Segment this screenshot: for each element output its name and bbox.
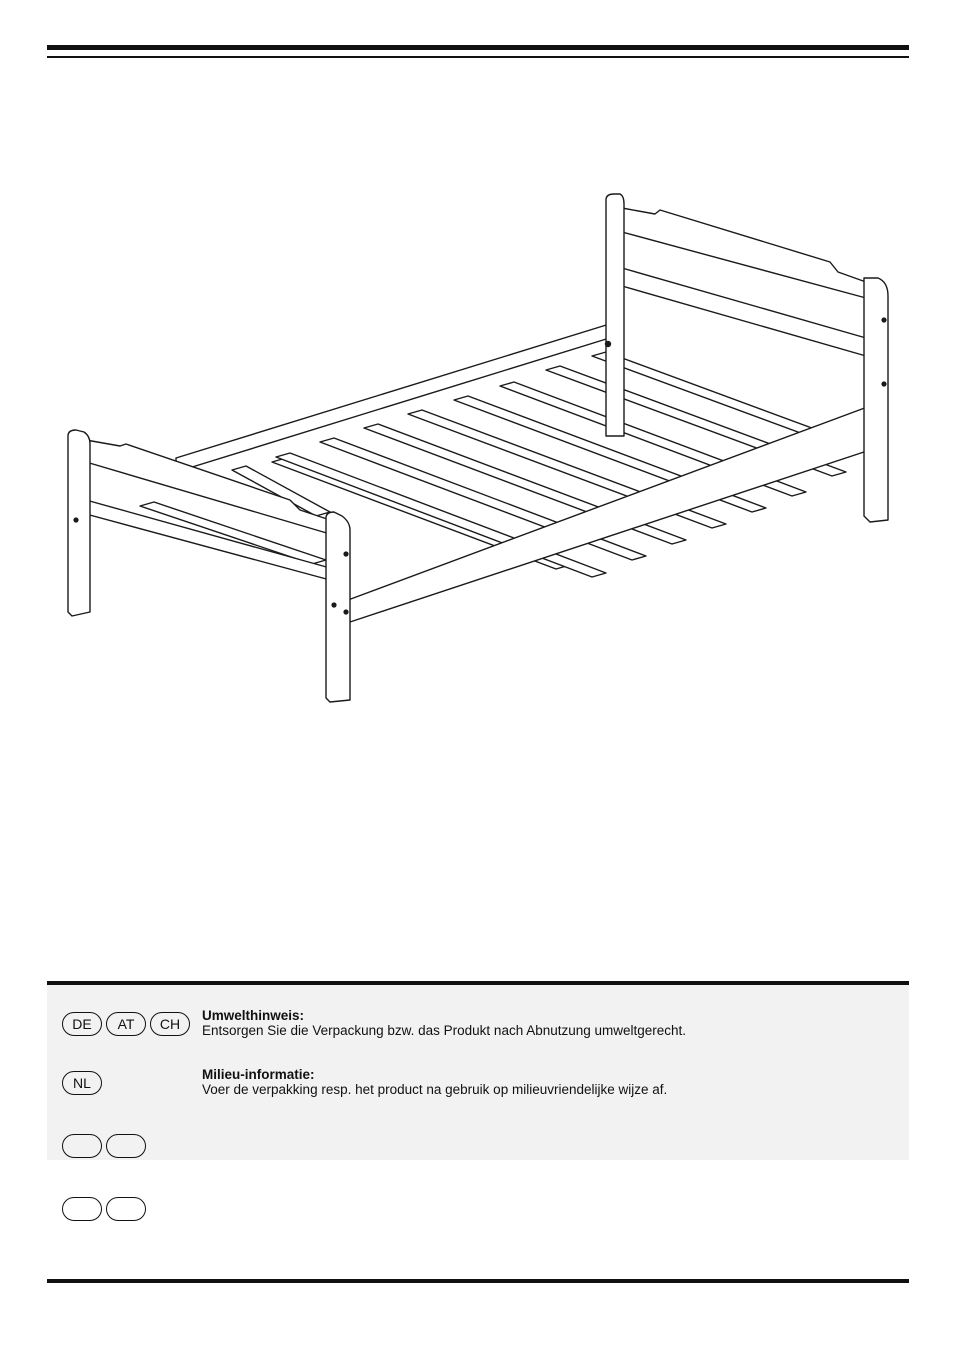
screw-hole — [331, 602, 336, 607]
head-post-right — [864, 278, 888, 522]
screw-hole — [73, 517, 78, 522]
bottom-rule — [47, 1279, 909, 1283]
country-badge-nl: NL — [62, 1071, 102, 1095]
notice-title: Umwelthinweis: — [202, 1008, 305, 1023]
notice-text — [202, 1008, 686, 1038]
notice-row-nl — [62, 1067, 668, 1097]
foot-post-right — [326, 512, 350, 702]
notice-description: Voer de verpakking resp. het product na gebruik op milieuvriendelijke wijze af. — [202, 1082, 668, 1097]
screw-hole — [343, 609, 348, 614]
country-badge-empty — [106, 1134, 146, 1158]
country-badge-at: AT — [106, 1012, 146, 1036]
bed-frame-illustration — [50, 180, 910, 720]
country-badges — [62, 1071, 200, 1095]
country-badge-empty — [62, 1197, 102, 1221]
country-badges — [62, 1012, 200, 1036]
notice-title: Milieu-informatie: — [202, 1067, 315, 1082]
notice-description: Entsorgen Sie die Verpackung bzw. das Produkt nach Abnutzung umweltgerecht. — [202, 1023, 687, 1038]
top-rule-thick — [47, 45, 909, 50]
country-badge-de: DE — [62, 1012, 102, 1036]
screw-hole — [605, 341, 611, 347]
country-badge-empty — [62, 1134, 102, 1158]
top-rule-thin — [47, 56, 909, 58]
notice-text — [202, 1067, 667, 1097]
country-badges — [62, 1134, 200, 1158]
notice-row-blank-2 — [62, 1197, 200, 1221]
notice-row-blank-1 — [62, 1134, 200, 1158]
screw-hole — [881, 381, 886, 386]
screw-hole — [343, 551, 348, 556]
country-badge-empty — [106, 1197, 146, 1221]
country-badges — [62, 1197, 200, 1221]
notice-row-de-at-ch — [62, 1008, 687, 1038]
head-post-left — [606, 194, 624, 436]
screw-hole — [881, 317, 886, 322]
foot-post-left — [68, 430, 90, 616]
country-badge-ch: CH — [150, 1012, 190, 1036]
